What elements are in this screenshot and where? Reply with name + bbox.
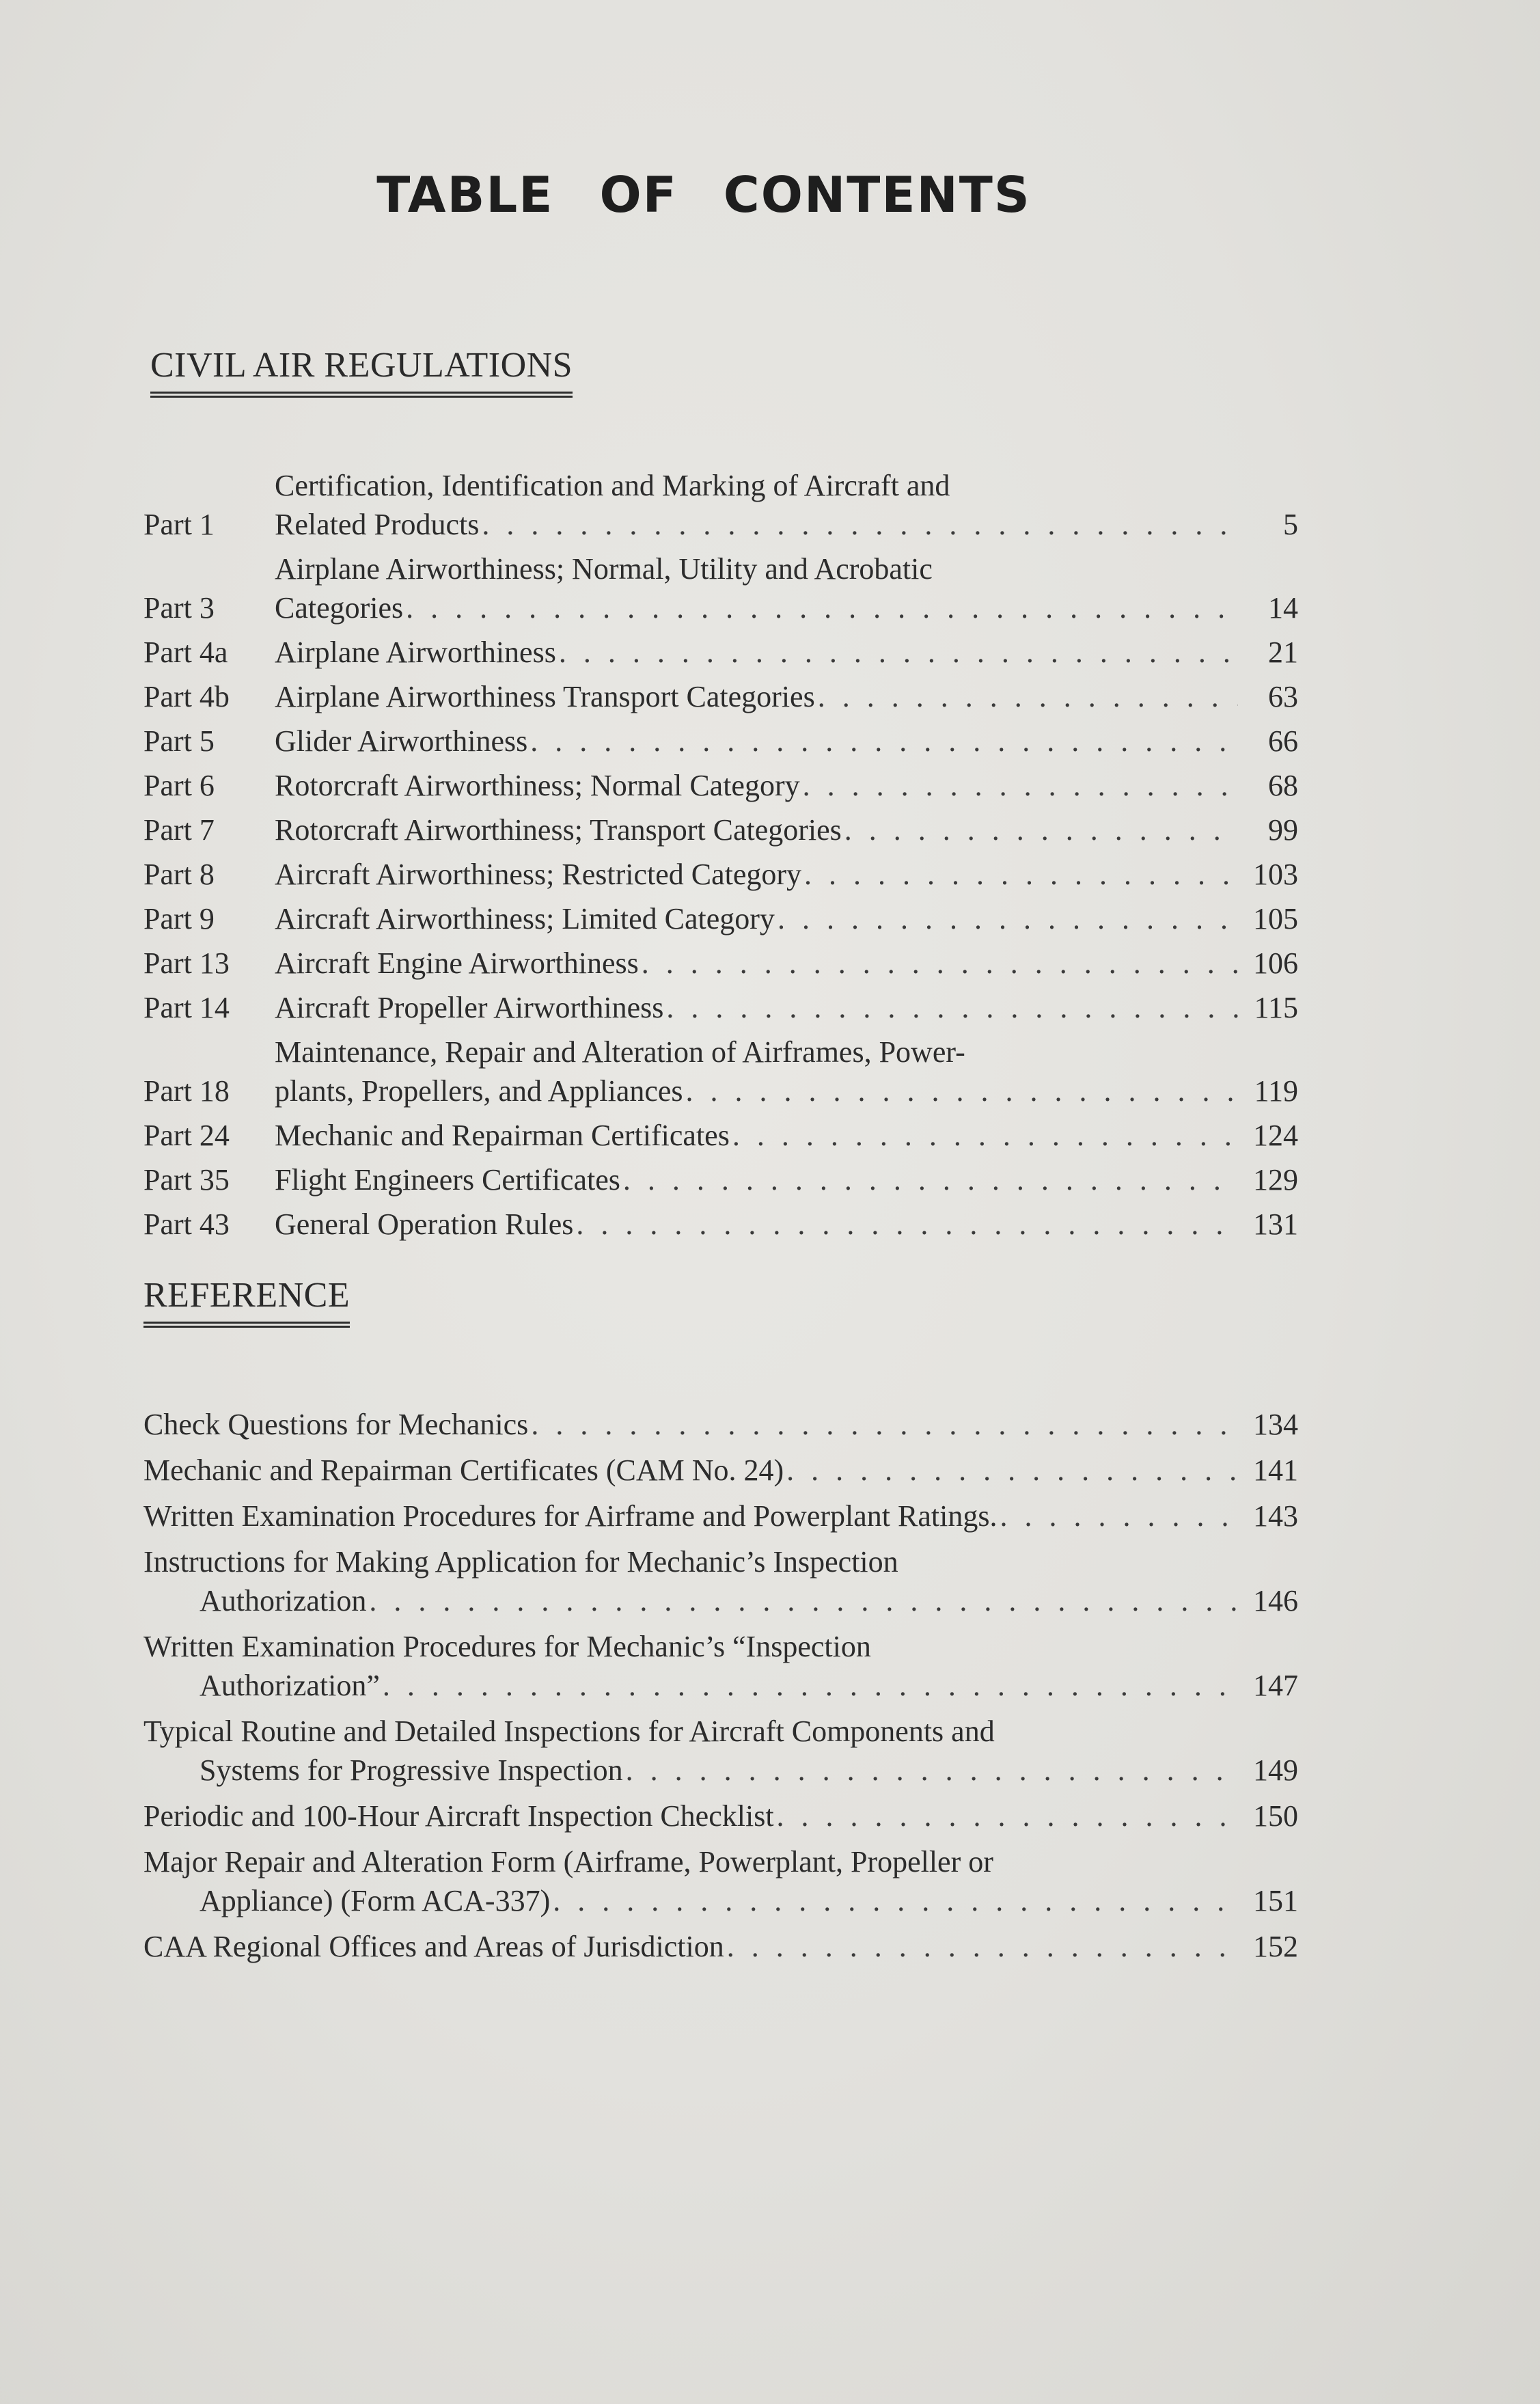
entry-leader-line bbox=[275, 722, 1298, 761]
entry-leader-line bbox=[143, 1497, 1298, 1535]
toc-entry bbox=[143, 1842, 1298, 1920]
entry-body bbox=[143, 1797, 1298, 1835]
entry-body bbox=[275, 810, 1298, 849]
dot-leader bbox=[623, 1160, 1238, 1199]
entry-body bbox=[143, 1712, 1298, 1790]
toc-entry bbox=[143, 1033, 1298, 1110]
reference-list bbox=[143, 1405, 1298, 1973]
dot-leader bbox=[686, 1071, 1238, 1110]
entry-title: CAA Regional Offices and Areas of Jurisdiction bbox=[143, 1930, 724, 1963]
part-number: Part 18 bbox=[143, 1074, 230, 1108]
page-number: 5 bbox=[1283, 508, 1298, 541]
part-number: Part 14 bbox=[143, 991, 230, 1024]
part-number: Part 24 bbox=[143, 1119, 230, 1152]
part-number: Part 35 bbox=[143, 1163, 230, 1197]
entry-title: Check Questions for Mechanics bbox=[143, 1408, 529, 1441]
entry-title: Aircraft Airworthiness; Restricted Category bbox=[275, 858, 802, 891]
entry-title: Mechanic and Repairman Certificates bbox=[275, 1119, 730, 1152]
dot-leader bbox=[844, 810, 1238, 849]
entry-title: Categories bbox=[275, 591, 404, 625]
entry-title: Glider Airworthiness bbox=[275, 724, 528, 758]
entry-body bbox=[275, 944, 1298, 983]
part-number: Part 13 bbox=[143, 946, 230, 980]
entry-title: Aircraft Airworthiness; Limited Category bbox=[275, 902, 775, 935]
entry-leader-line bbox=[143, 1666, 1298, 1705]
dot-leader bbox=[732, 1116, 1238, 1155]
dot-leader bbox=[642, 944, 1238, 983]
entry-title-line: Certification, Identification and Marking of Aircraft and bbox=[275, 469, 950, 502]
entry-body bbox=[275, 988, 1298, 1027]
toc-entry bbox=[143, 1712, 1298, 1790]
entry-leader-line bbox=[275, 1205, 1298, 1244]
part-number: Part 4b bbox=[143, 680, 230, 713]
page-number: 14 bbox=[1268, 591, 1298, 625]
page-number: 66 bbox=[1268, 724, 1298, 758]
toc-entry bbox=[143, 1451, 1298, 1490]
part-number: Part 1 bbox=[143, 508, 215, 541]
toc-entry bbox=[143, 1627, 1298, 1705]
entry-title: Authorization bbox=[200, 1584, 367, 1617]
page-number: 150 bbox=[1253, 1799, 1298, 1833]
entry-leader-line bbox=[275, 1071, 1298, 1110]
entry-title: Aircraft Engine Airworthiness bbox=[275, 946, 639, 980]
entry-leader-line bbox=[275, 855, 1298, 894]
dot-leader bbox=[777, 1797, 1238, 1835]
entry-body bbox=[275, 722, 1298, 761]
dot-leader bbox=[804, 855, 1238, 894]
page-number: 99 bbox=[1268, 813, 1298, 847]
entry-body bbox=[275, 549, 1298, 627]
entry-title: Mechanic and Repairman Certificates (CAM No. 24) bbox=[143, 1453, 784, 1487]
dot-leader bbox=[1000, 1497, 1238, 1535]
entry-leader-line bbox=[275, 944, 1298, 983]
dot-leader bbox=[482, 505, 1238, 544]
toc-entry bbox=[143, 1116, 1298, 1155]
entry-leader-line bbox=[143, 1405, 1298, 1444]
toc-entry bbox=[143, 988, 1298, 1027]
entry-title: Aircraft Propeller Airworthiness bbox=[275, 991, 664, 1024]
entry-body bbox=[275, 899, 1298, 938]
part-number: Part 4a bbox=[143, 636, 228, 669]
part-number: Part 3 bbox=[143, 591, 215, 625]
section-heading-reference: REFERENCE bbox=[143, 1275, 350, 1328]
dot-leader bbox=[803, 766, 1238, 805]
page-number: 152 bbox=[1253, 1930, 1298, 1963]
toc-entry bbox=[143, 1927, 1298, 1966]
toc-entry bbox=[143, 855, 1298, 894]
entry-title: Systems for Progressive Inspection bbox=[200, 1753, 623, 1787]
entry-title: Rotorcraft Airworthiness; Normal Category bbox=[275, 769, 800, 802]
civil-air-regulations-list bbox=[143, 466, 1298, 1249]
toc-entry bbox=[143, 1497, 1298, 1535]
entry-body bbox=[275, 1160, 1298, 1199]
entry-leader-line bbox=[143, 1927, 1298, 1966]
entry-body bbox=[275, 466, 1298, 544]
page-number: 21 bbox=[1268, 636, 1298, 669]
toc-entry bbox=[143, 899, 1298, 938]
page-number: 103 bbox=[1253, 858, 1298, 891]
toc-entry bbox=[143, 1205, 1298, 1244]
dot-leader bbox=[530, 722, 1238, 761]
page-number: 106 bbox=[1253, 946, 1298, 980]
entry-leader-line bbox=[275, 1116, 1298, 1155]
dot-leader bbox=[778, 899, 1238, 938]
entry-leader-line bbox=[143, 1751, 1298, 1790]
entry-body bbox=[143, 1627, 1298, 1705]
dot-leader bbox=[727, 1927, 1238, 1966]
entry-body bbox=[275, 855, 1298, 894]
dot-leader bbox=[531, 1405, 1238, 1444]
entry-body bbox=[143, 1542, 1298, 1620]
dot-leader bbox=[369, 1581, 1238, 1620]
page-number: 105 bbox=[1253, 902, 1298, 935]
entry-leader-line bbox=[275, 588, 1298, 627]
entry-title: Flight Engineers Certificates bbox=[275, 1163, 620, 1197]
entry-title: Rotorcraft Airworthiness; Transport Categories bbox=[275, 813, 842, 847]
entry-body bbox=[143, 1497, 1298, 1535]
part-number: Part 8 bbox=[143, 858, 215, 891]
toc-entry bbox=[143, 1797, 1298, 1835]
toc-entry bbox=[143, 1542, 1298, 1620]
entry-leader-line bbox=[275, 505, 1298, 544]
entry-title: Appliance) (Form ACA-337) bbox=[200, 1884, 551, 1917]
part-number: Part 5 bbox=[143, 724, 215, 758]
entry-body bbox=[143, 1927, 1298, 1966]
entry-leader-line bbox=[275, 810, 1298, 849]
entry-leader-line bbox=[143, 1451, 1298, 1490]
entry-body bbox=[275, 677, 1298, 716]
entry-title-line: Airplane Airworthiness; Normal, Utility and Acrobatic bbox=[275, 552, 933, 586]
toc-entry bbox=[143, 677, 1298, 716]
page-number: 141 bbox=[1253, 1453, 1298, 1487]
toc-entry bbox=[143, 766, 1298, 805]
toc-entry bbox=[143, 466, 1298, 544]
entry-title: Periodic and 100-Hour Aircraft Inspection Checklist bbox=[143, 1799, 774, 1833]
dot-leader bbox=[666, 988, 1238, 1027]
page-number: 131 bbox=[1253, 1207, 1298, 1241]
entry-leader-line bbox=[275, 633, 1298, 672]
entry-leader-line bbox=[143, 1797, 1298, 1835]
entry-leader-line bbox=[143, 1581, 1298, 1620]
entry-title-line: Written Examination Procedures for Mechanic’s “Inspection bbox=[143, 1630, 871, 1663]
entry-body bbox=[275, 766, 1298, 805]
entry-title-line: Typical Routine and Detailed Inspections for Aircraft Components and bbox=[143, 1715, 995, 1748]
toc-entry bbox=[143, 1160, 1298, 1199]
entry-body bbox=[275, 1205, 1298, 1244]
toc-entry bbox=[143, 549, 1298, 627]
page-number: 119 bbox=[1254, 1074, 1298, 1108]
entry-leader-line bbox=[275, 988, 1298, 1027]
entry-title-line: Major Repair and Alteration Form (Airframe, Powerplant, Propeller or bbox=[143, 1845, 993, 1879]
dot-leader bbox=[406, 588, 1238, 627]
dot-leader bbox=[626, 1751, 1238, 1790]
entry-body bbox=[143, 1842, 1298, 1920]
part-number: Part 9 bbox=[143, 902, 215, 935]
entry-leader-line bbox=[275, 899, 1298, 938]
entry-title: Airplane Airworthiness bbox=[275, 636, 556, 669]
entry-title: Written Examination Procedures for Airframe and Powerplant Ratings. bbox=[143, 1499, 998, 1533]
page-number: 147 bbox=[1253, 1669, 1298, 1702]
entry-leader-line bbox=[275, 1160, 1298, 1199]
entry-title: plants, Propellers, and Appliances bbox=[275, 1074, 683, 1108]
page-number: 149 bbox=[1253, 1753, 1298, 1787]
entry-body bbox=[275, 1033, 1298, 1110]
entry-title: Airplane Airworthiness Transport Categories bbox=[275, 680, 815, 713]
entry-title-line: Maintenance, Repair and Alteration of Airframes, Power- bbox=[275, 1035, 965, 1069]
toc-entry bbox=[143, 633, 1298, 672]
page-number: 143 bbox=[1253, 1499, 1298, 1533]
page-number: 63 bbox=[1268, 680, 1298, 713]
entry-title-line: Instructions for Making Application for Mechanic’s Inspection bbox=[143, 1545, 898, 1579]
part-number: Part 6 bbox=[143, 769, 215, 802]
dot-leader bbox=[576, 1205, 1238, 1244]
entry-leader-line bbox=[275, 677, 1298, 716]
toc-entry bbox=[143, 944, 1298, 983]
entry-leader-line bbox=[143, 1881, 1298, 1920]
toc-entry bbox=[143, 722, 1298, 761]
part-number: Part 7 bbox=[143, 813, 215, 847]
part-number: Part 43 bbox=[143, 1207, 230, 1241]
entry-title: Authorization” bbox=[200, 1669, 380, 1702]
entry-body bbox=[275, 1116, 1298, 1155]
page-number: 134 bbox=[1253, 1408, 1298, 1441]
entry-body bbox=[143, 1405, 1298, 1444]
entry-leader-line bbox=[275, 766, 1298, 805]
page-number: 68 bbox=[1268, 769, 1298, 802]
dot-leader bbox=[559, 633, 1238, 672]
entry-body bbox=[275, 633, 1298, 672]
dot-leader bbox=[786, 1451, 1238, 1490]
dot-leader bbox=[383, 1666, 1238, 1705]
toc-entry bbox=[143, 810, 1298, 849]
page-title: TABLE OF CONTENTS bbox=[376, 166, 1031, 223]
page-number: 151 bbox=[1253, 1884, 1298, 1917]
page-number: 115 bbox=[1254, 991, 1298, 1024]
section-heading-civil-air-regulations: CIVIL AIR REGULATIONS bbox=[150, 345, 573, 398]
dot-leader bbox=[818, 677, 1238, 716]
page-number: 129 bbox=[1253, 1163, 1298, 1197]
toc-entry bbox=[143, 1405, 1298, 1444]
page-number: 124 bbox=[1253, 1119, 1298, 1152]
entry-title: General Operation Rules bbox=[275, 1207, 574, 1241]
entry-title: Related Products bbox=[275, 508, 480, 541]
dot-leader bbox=[553, 1881, 1238, 1920]
entry-body bbox=[143, 1451, 1298, 1490]
page-number: 146 bbox=[1253, 1584, 1298, 1617]
